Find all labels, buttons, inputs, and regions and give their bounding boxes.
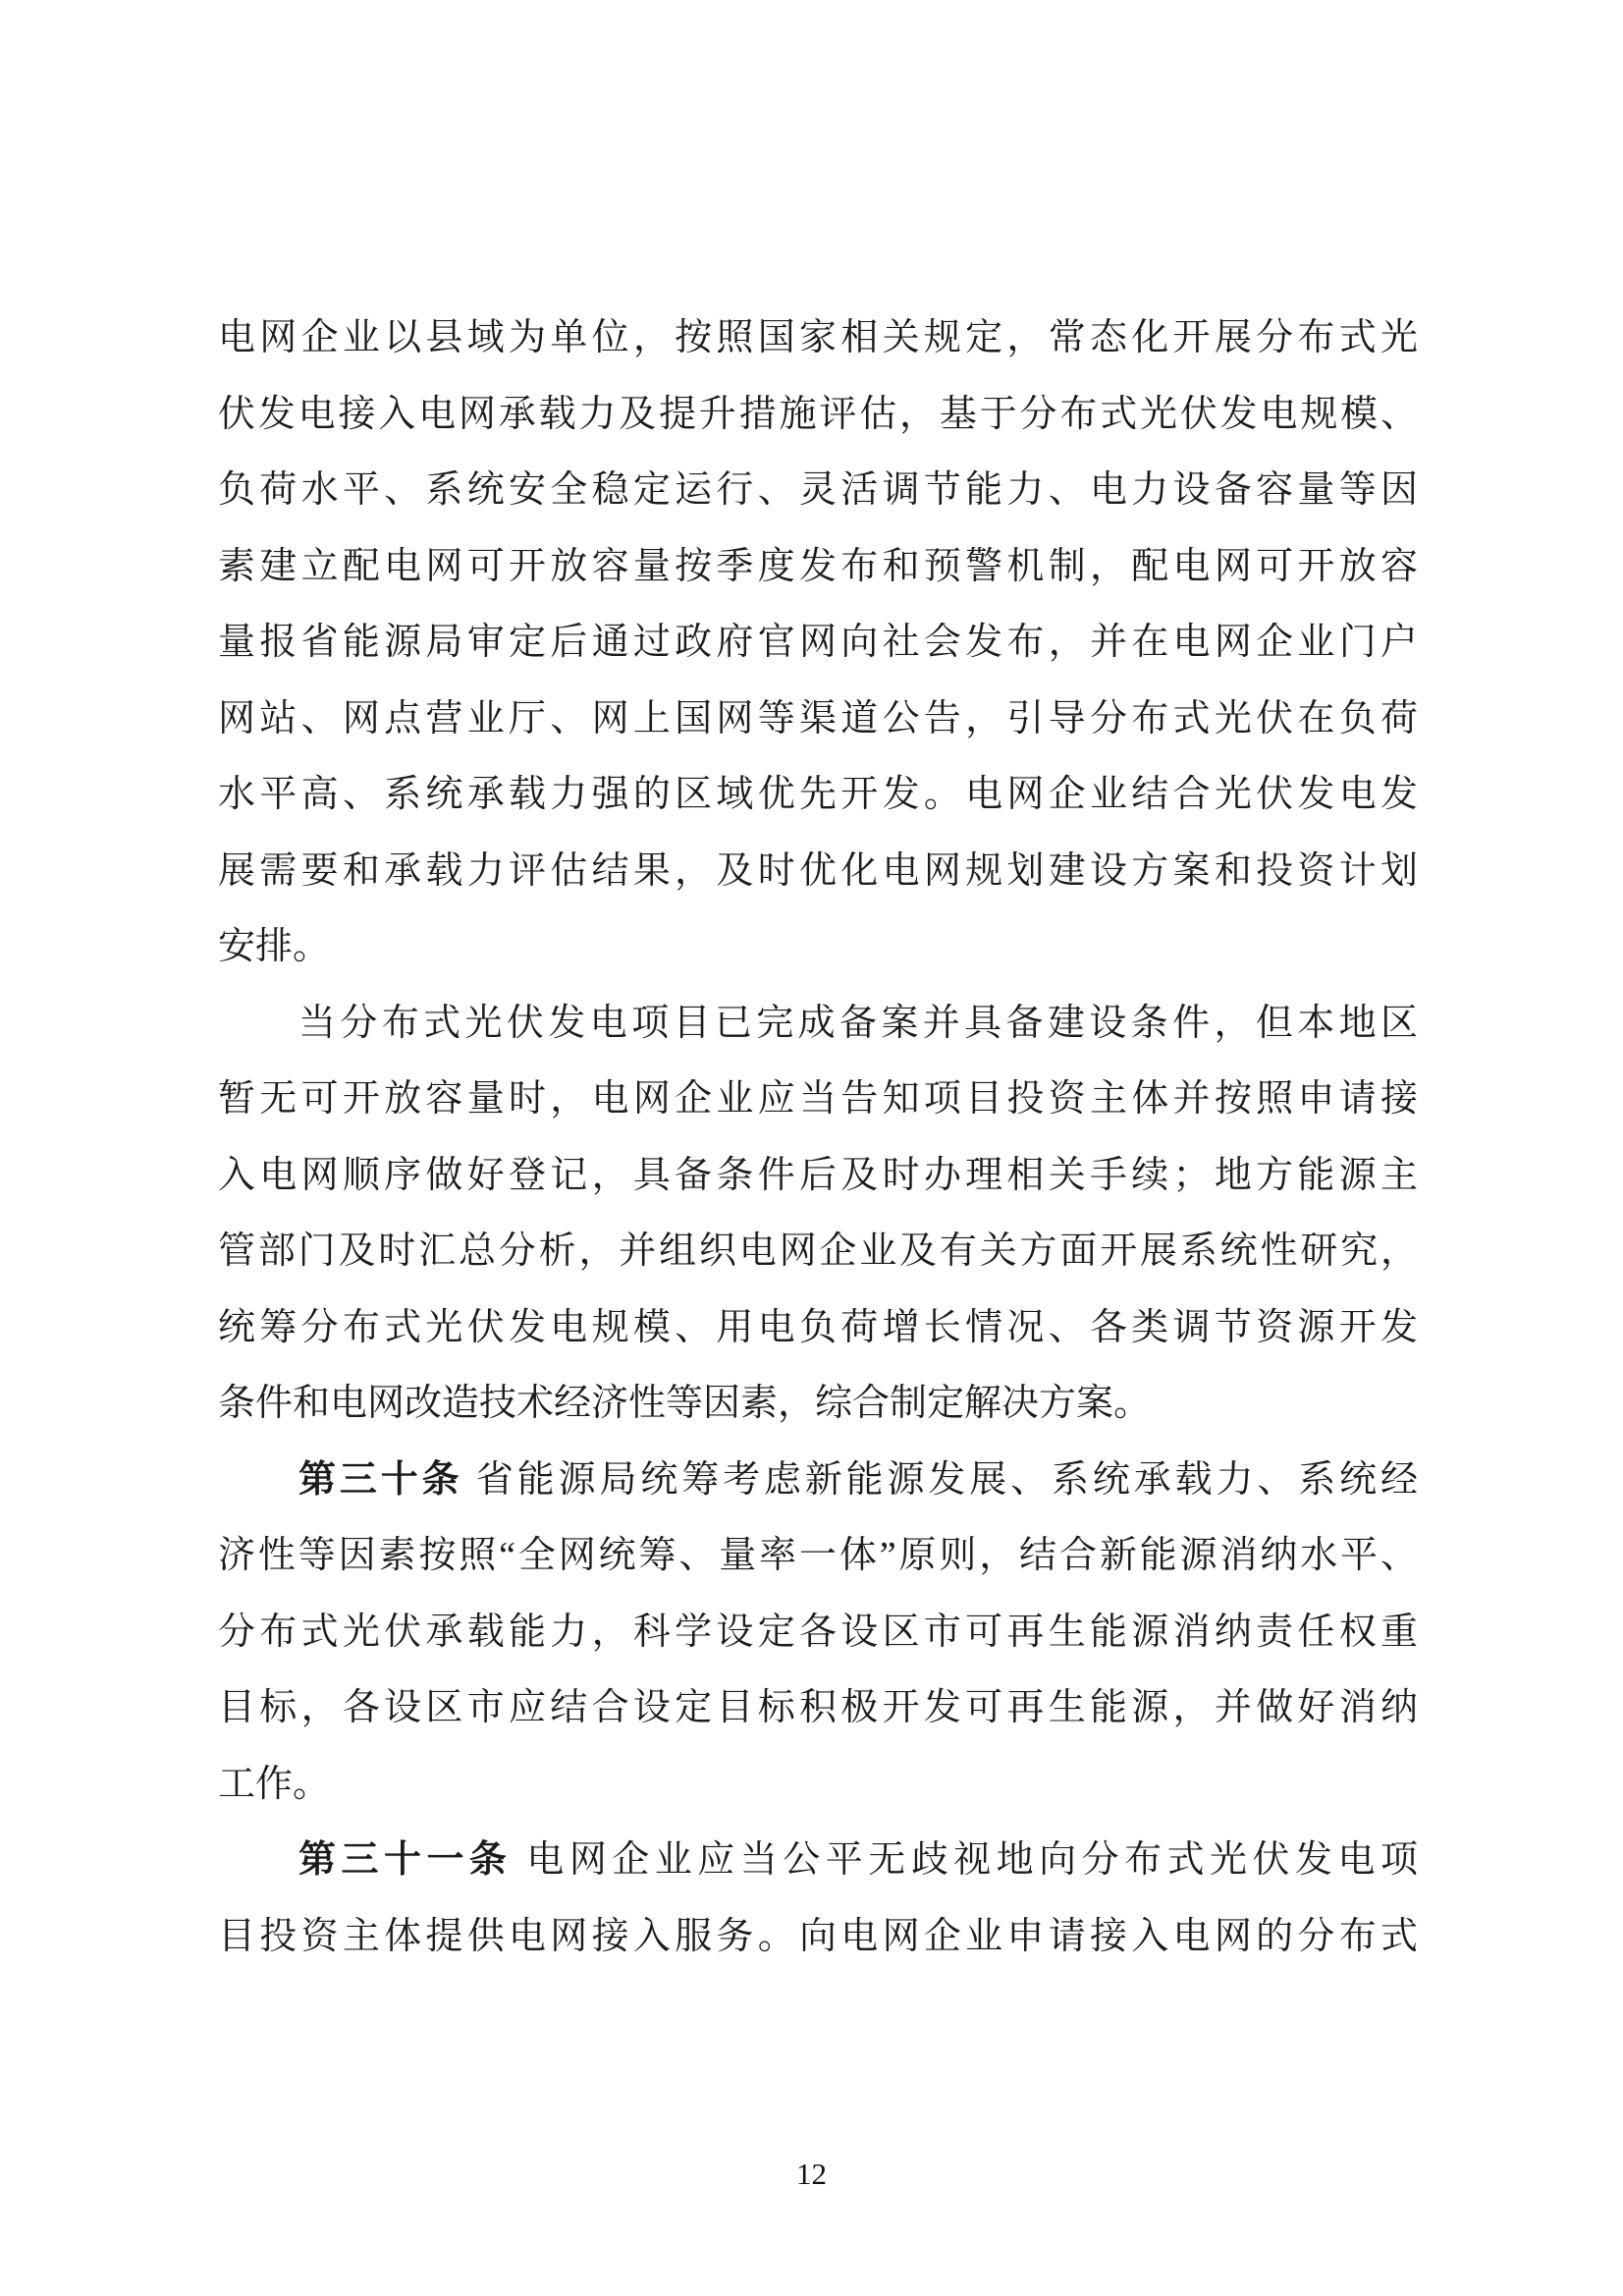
text-line <box>218 834 1418 910</box>
text-line <box>218 453 1418 529</box>
article-number: 第三十条 <box>298 1458 463 1501</box>
text-run: 电网企业应当公平无歧视地向分布式光伏发电项 <box>512 1839 1418 1881</box>
text-run: 安排。 <box>218 926 331 967</box>
text-run: 入电网顺序做好登记，具备条件后及时办理相关手续；地方能源主 <box>218 1154 1418 1196</box>
text-line <box>218 605 1418 682</box>
text-line <box>218 682 1418 758</box>
text-run: 分布式光伏承载能力，科学设定各设区市可再生能源消纳责任权重 <box>218 1611 1418 1653</box>
text-run: 条件和电网改造技术经济性等因素，综合制定解决方案。 <box>218 1383 1152 1424</box>
text-line <box>218 1062 1418 1138</box>
text-run: 统筹分布式光伏发电规模、用电负荷增长情况、各类调节资源开发 <box>218 1306 1418 1348</box>
text-line <box>218 377 1418 454</box>
text-line <box>218 1899 1418 1976</box>
text-line <box>218 1366 1418 1443</box>
text-line <box>218 1823 1418 1899</box>
text-line <box>218 986 1418 1063</box>
text-line <box>218 1595 1418 1671</box>
text-run: 省能源局统筹考虑新能源发展、系统承载力、系统经 <box>462 1458 1418 1501</box>
page-number: 12 <box>796 2157 827 2191</box>
text-run: 素建立配电网可开放容量按季度发布和预警机制，配电网可开放容 <box>218 545 1418 587</box>
text-run: 工作。 <box>218 1763 331 1805</box>
text-run: 管部门及时汇总分析，并组织电网企业及有关方面开展系统性研究， <box>218 1230 1418 1272</box>
text-line <box>218 1747 1418 1824</box>
text-run: 网站、网点营业厅、网上国网等渠道公告，引导分布式光伏在负荷 <box>218 697 1418 739</box>
text-run: 当分布式光伏发电项目已完成备案并具备建设条件，但本地区 <box>298 1002 1418 1044</box>
page-footer <box>0 2157 1623 2192</box>
text-line <box>218 1443 1418 1519</box>
text-line <box>218 909 1418 986</box>
text-run: 伏发电接入电网承载力及提升措施评估，基于分布式光伏发电规模、 <box>218 393 1418 435</box>
text-line <box>218 1518 1418 1595</box>
document-body <box>218 301 1418 1976</box>
text-run: 展需要和承载力评估结果，及时优化电网规划建设方案和投资计划 <box>218 849 1418 892</box>
text-line <box>218 757 1418 834</box>
text-run: 电网企业以县域为单位，按照国家相关规定，常态化开展分布式光 <box>218 317 1418 358</box>
text-run: 目投资主体提供电网接入服务。向电网企业申请接入电网的分布式 <box>218 1915 1418 1957</box>
text-run: 负荷水平、系统安全稳定运行、灵活调节能力、电力设备容量等因 <box>218 469 1418 511</box>
text-line <box>218 301 1418 377</box>
text-run: 目标，各设区市应结合设定目标积极开发可再生能源，并做好消纳 <box>218 1687 1418 1728</box>
text-line <box>218 1670 1418 1747</box>
article-number: 第三十一条 <box>298 1839 513 1881</box>
text-run: 量报省能源局审定后通过政府官网向社会发布，并在电网企业门户 <box>218 622 1418 663</box>
text-run: 济性等因素按照“全网统筹、量率一体”原则，结合新能源消纳水平、 <box>218 1535 1418 1576</box>
text-line <box>218 1214 1418 1290</box>
text-line <box>218 1138 1418 1215</box>
text-run: 水平高、系统承载力强的区域优先开发。电网企业结合光伏发电发 <box>218 774 1418 815</box>
text-line <box>218 529 1418 606</box>
text-run: 暂无可开放容量时，电网企业应当告知项目投资主体并按照申请接 <box>218 1078 1418 1120</box>
text-line <box>218 1290 1418 1367</box>
